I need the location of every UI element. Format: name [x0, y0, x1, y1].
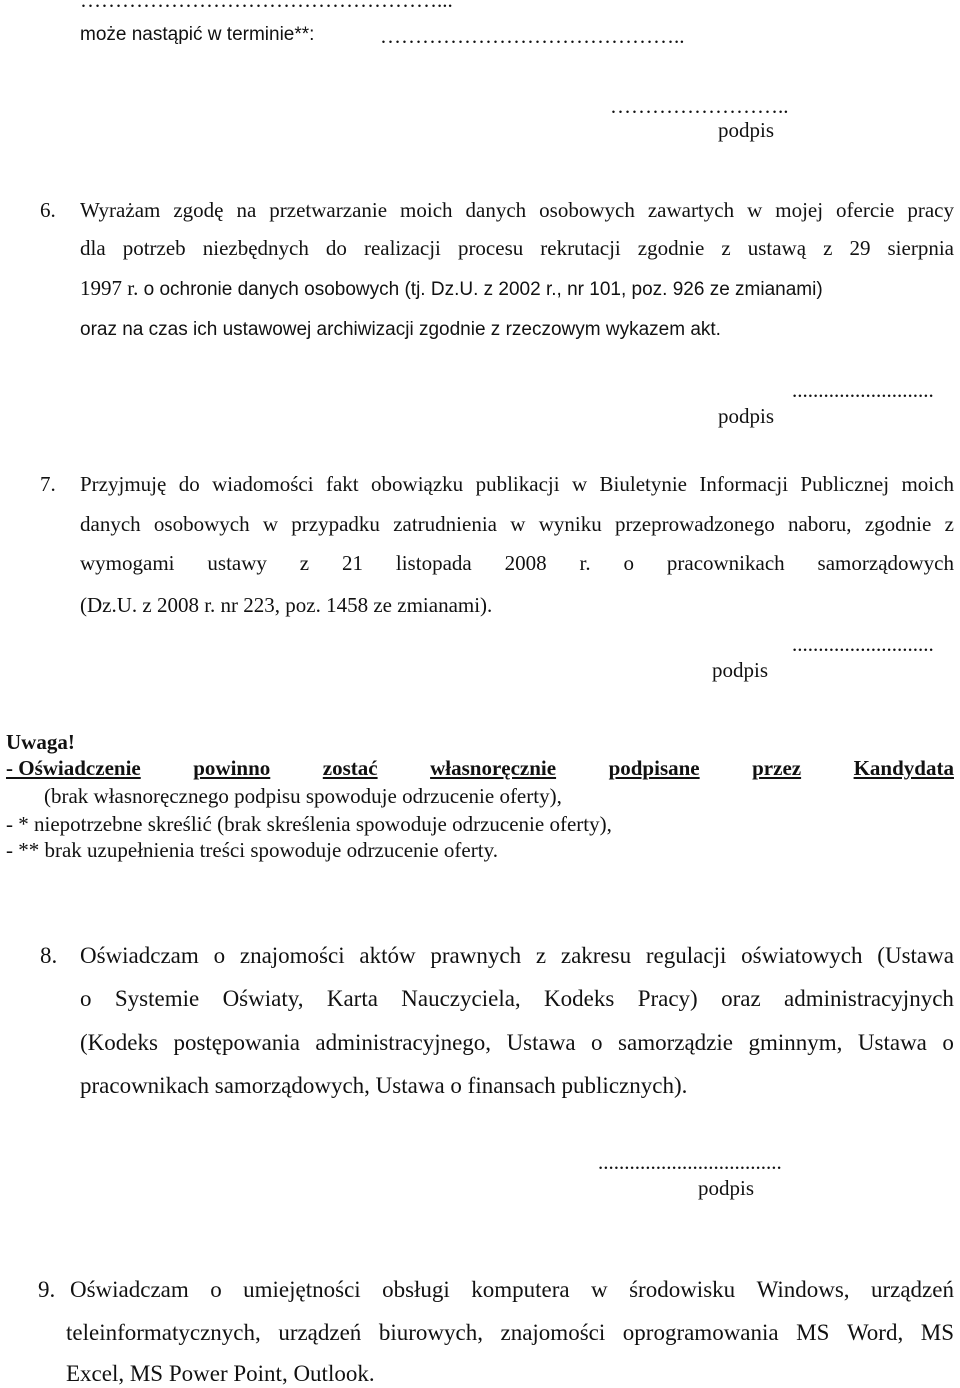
word: Kandydata [853, 756, 954, 780]
word: zgodnie [864, 512, 932, 536]
word: Oświadczam [70, 1277, 189, 1302]
item8-line-2 [80, 987, 954, 1011]
word: Ustawa [506, 1030, 576, 1055]
word: przez [752, 756, 802, 780]
word: zgodnie [637, 236, 705, 260]
word: oprogramowania [622, 1320, 779, 1345]
word: administracyjnego, [315, 1030, 492, 1055]
word: w [747, 198, 763, 222]
word: ustawą [747, 236, 807, 260]
word: wiadomości [212, 472, 314, 496]
top-sign-dots: …………………….. [610, 94, 789, 118]
word: Word, [846, 1320, 904, 1345]
item6-number: 6. [40, 198, 56, 222]
word: środowisku [629, 1277, 736, 1302]
word: o [213, 943, 226, 968]
word: Pracy) [637, 986, 698, 1011]
word: przeprowadzonego [614, 512, 775, 536]
word: Oświadczam [80, 943, 199, 968]
date-label: może nastąpić w terminie**: [80, 24, 315, 45]
word: moich [400, 198, 453, 222]
word: o [942, 1030, 954, 1055]
word: samorządowych [817, 551, 954, 575]
word: zawartych [647, 198, 735, 222]
word: Ustawa [857, 1030, 927, 1055]
word: o [210, 1277, 222, 1302]
word: podpisane [608, 756, 700, 780]
item6-line-3 [80, 276, 823, 302]
word: Publicznej [800, 472, 890, 496]
word: administracyjnych [784, 986, 954, 1011]
word: MS [920, 1320, 954, 1345]
word: 21 [342, 551, 363, 575]
word: aktów [359, 943, 416, 968]
word: (Kodeks [80, 1030, 158, 1055]
word: powinno [193, 756, 271, 780]
word: Biuletynie [599, 472, 688, 496]
word: zostać [322, 756, 378, 780]
word: w [262, 512, 279, 536]
word: danych [80, 512, 141, 536]
word: urządzeń [870, 1277, 954, 1302]
word: w [510, 512, 526, 536]
word: urządzeń [278, 1320, 362, 1345]
word: potrzeb [122, 236, 186, 260]
word: Windows, [756, 1277, 850, 1302]
item6-sign-dots: ........................... [792, 378, 934, 402]
word: własnoręcznie [430, 756, 557, 780]
word: teleinformatycznych, [66, 1320, 261, 1345]
word: moich [901, 472, 954, 496]
item9-line-3: Excel, MS Power Point, Outlook. [66, 1361, 375, 1386]
word: mojej [775, 198, 824, 222]
word: Informacji [699, 472, 789, 496]
word: w [571, 472, 588, 496]
word: oraz [721, 986, 761, 1011]
item6-line-4: oraz na czas ich ustawowej archiwizacji zgodnie z rzeczowym wykazem akt. [80, 319, 721, 340]
word: ofercie [836, 198, 895, 222]
word: na [236, 198, 257, 222]
act-citation: o ochronie danych osobowych (tj. Dz.U. z 2002 r., nr 101, poz. 926 ze zmianami) [143, 279, 823, 300]
word: regulacji [645, 943, 727, 968]
item8-line-1 [80, 944, 954, 968]
item6-sign-label: podpis [718, 404, 775, 428]
item9-number: 9. [38, 1277, 56, 1302]
item8-sign-label: podpis [698, 1176, 755, 1200]
year-text: 1997 r. [80, 276, 139, 300]
word: gminnym, [748, 1030, 843, 1055]
word: z [535, 943, 547, 968]
word: dla [80, 236, 106, 260]
word: rekrutacji [540, 236, 621, 260]
item6-line-1 [80, 198, 954, 222]
word: obsługi [382, 1277, 450, 1302]
word: z [721, 236, 731, 260]
word: pracy [907, 198, 954, 222]
word: w [591, 1277, 608, 1302]
word: 2008 [504, 551, 547, 575]
word: wymogami [80, 551, 175, 575]
word: - Oświadczenie [6, 756, 141, 780]
item7-sign-label: podpis [712, 658, 769, 682]
word: prawnych [430, 943, 522, 968]
word: znajomości [500, 1320, 606, 1345]
word: Karta [326, 986, 378, 1011]
word: ustawy [207, 551, 267, 575]
item7-number: 7. [40, 472, 56, 496]
date-dots: …………………………………….. [380, 24, 685, 48]
item9-line-1 [70, 1278, 954, 1302]
word: Przyjmuję [80, 472, 167, 496]
word: Systemie [114, 986, 200, 1011]
item7-line-1 [80, 472, 954, 496]
item7-line-3 [80, 551, 954, 575]
word: publikacji [475, 472, 560, 496]
word: umiejętności [243, 1277, 361, 1302]
word: z [944, 512, 954, 536]
word: Wyrażam [80, 198, 161, 222]
word: 29 [849, 236, 871, 260]
item6-line-2 [80, 236, 954, 260]
word: samorządzie [618, 1030, 733, 1055]
item7-sign-dots: ........................... [792, 632, 934, 656]
word: pracownikach [666, 551, 785, 575]
item9-line-2 [66, 1321, 954, 1345]
word: o [591, 1030, 603, 1055]
word: przetwarzanie [269, 198, 388, 222]
word: z [299, 551, 310, 575]
word: o [623, 551, 634, 575]
word: przypadku [291, 512, 380, 536]
word: zakresu [560, 943, 632, 968]
word: osobowych [539, 198, 635, 222]
word: sierpnia [887, 236, 954, 260]
item8-line-4: pracownikach samorządowych, Ustawa o finansach publicznych). [80, 1073, 688, 1098]
word: r. [579, 551, 591, 575]
word: realizacji [363, 236, 441, 260]
word: MS [796, 1320, 830, 1345]
word: zatrudnienia [393, 512, 497, 536]
item8-number: 8. [40, 943, 58, 968]
item8-sign-dots: ................................... [598, 1150, 782, 1174]
item7-line-2 [80, 512, 954, 536]
note-line-3: - * niepotrzebne skreślić (brak skreślenia spowoduje odrzucenie oferty), [6, 812, 612, 836]
word: wyniku [538, 512, 602, 536]
word: (Ustawa [877, 943, 954, 968]
word: postępowania [173, 1030, 300, 1055]
word: naboru, [787, 512, 852, 536]
note-heading: Uwaga! [6, 730, 75, 754]
note-line-4: - ** brak uzupełnienia treści spowoduje odrzucenie oferty. [6, 838, 498, 862]
word: Kodeks [544, 986, 615, 1011]
top-dots-line: ……………………………………………... [80, 0, 453, 12]
word: oświatowych [741, 943, 863, 968]
word: z [823, 236, 833, 260]
word: niezbędnych [202, 236, 309, 260]
word: o [80, 986, 92, 1011]
word: Oświaty, [222, 986, 304, 1011]
top-sign-label: podpis [718, 118, 775, 142]
word: do [325, 236, 347, 260]
item8-line-3 [80, 1031, 954, 1055]
item7-line-4: (Dz.U. z 2008 r. nr 223, poz. 1458 ze zmianami). [80, 593, 493, 617]
word: obowiązku [371, 472, 464, 496]
note-line-2: (brak własnoręcznego podpisu spowoduje odrzucenie oferty), [44, 784, 562, 808]
word: znajomości [239, 943, 345, 968]
word: komputera [471, 1277, 570, 1302]
word: Nauczyciela, [401, 986, 521, 1011]
word: procesu [457, 236, 524, 260]
word: biurowych, [378, 1320, 483, 1345]
word: zgodę [173, 198, 224, 222]
note-line-1 [6, 756, 954, 780]
word: osobowych [153, 512, 250, 536]
word: listopada [395, 551, 472, 575]
word: danych [465, 198, 527, 222]
word: fakt [325, 472, 359, 496]
word: do [178, 472, 200, 496]
